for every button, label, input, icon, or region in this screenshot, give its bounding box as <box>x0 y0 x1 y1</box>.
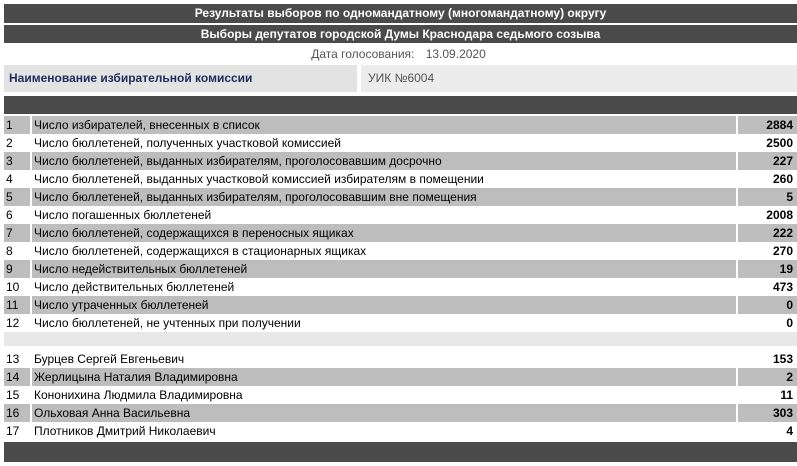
row-number: 7 <box>4 224 32 242</box>
table-row <box>4 404 797 422</box>
row-value: 222 <box>772 226 793 240</box>
voting-date-label: Дата голосования: <box>311 47 415 61</box>
row-name: Число бюллетеней, выданных избирателям, проголосовавшим вне помещения <box>32 188 738 206</box>
row-value: 227 <box>772 154 793 168</box>
row-name: Число утраченных бюллетеней <box>32 296 738 314</box>
row-number: 9 <box>4 260 32 278</box>
table-row <box>4 314 797 332</box>
row-name: Число погашенных бюллетеней <box>32 206 738 224</box>
row-number: 10 <box>4 278 32 296</box>
stats-table <box>4 116 797 332</box>
row-name: Число бюллетеней, не учтенных при получении <box>32 314 738 332</box>
row-number: 16 <box>4 404 32 422</box>
row-name: Жерлицына Наталия Владимировна <box>32 368 738 386</box>
row-value: 11 <box>780 388 793 402</box>
row-value: 2884 <box>766 118 793 132</box>
row-number: 2 <box>4 134 32 152</box>
row-name: Ольховая Анна Васильевна <box>32 404 738 422</box>
row-name: Число действительных бюллетеней <box>32 278 738 296</box>
row-value: 19 <box>779 262 793 276</box>
row-name: Число избирателей, внесенных в список <box>32 116 738 134</box>
row-value: 303 <box>772 406 793 420</box>
row-value: 260 <box>772 172 793 186</box>
table-section-spacer <box>4 332 797 346</box>
row-number: 17 <box>4 422 32 440</box>
table-row <box>4 296 797 314</box>
row-value: 0 <box>786 298 793 312</box>
row-number: 15 <box>4 386 32 404</box>
table-row <box>4 152 797 170</box>
row-value: 2 <box>786 370 793 384</box>
page-title: Результаты выборов по одномандатному (многомандатному) округу <box>4 4 797 23</box>
row-number: 8 <box>4 242 32 260</box>
row-number: 14 <box>4 368 32 386</box>
row-number: 13 <box>4 350 32 368</box>
row-name: Кононихина Людмила Владимировна <box>32 386 738 404</box>
row-value: 5 <box>786 190 793 204</box>
table-row <box>4 422 797 440</box>
voting-date-value: 13.09.2020 <box>425 47 486 61</box>
row-name: Число бюллетеней, полученных участковой комиссией <box>32 134 738 152</box>
commission-value: УИК №6004 <box>361 65 797 92</box>
table-row <box>4 350 797 368</box>
row-name: Число бюллетеней, выданных избирателям, проголосовавшим досрочно <box>32 152 738 170</box>
row-value: 0 <box>786 316 793 330</box>
row-name: Бурцев Сергей Евгеньевич <box>32 350 738 368</box>
row-number: 1 <box>4 116 32 134</box>
table-row <box>4 116 797 134</box>
row-number: 5 <box>4 188 32 206</box>
table-row <box>4 260 797 278</box>
table-row <box>4 242 797 260</box>
row-value: 2008 <box>766 208 793 222</box>
voting-date <box>0 44 797 64</box>
commission-label: Наименование избирательной комиссии <box>4 65 357 92</box>
row-number: 4 <box>4 170 32 188</box>
row-number: 12 <box>4 314 32 332</box>
row-name: Число недействительных бюллетеней <box>32 260 738 278</box>
row-value: 4 <box>786 424 793 438</box>
commission-row <box>4 65 797 92</box>
table-row <box>4 206 797 224</box>
row-number: 6 <box>4 206 32 224</box>
election-subtitle: Выборы депутатов городской Думы Краснодара седьмого созыва <box>4 25 797 43</box>
candidates-table <box>4 350 797 440</box>
row-name: Число бюллетеней, содержащихся в стационарных ящиках <box>32 242 738 260</box>
table-row <box>4 188 797 206</box>
row-value: 270 <box>772 244 793 258</box>
row-number: 3 <box>4 152 32 170</box>
table-row <box>4 170 797 188</box>
table-row <box>4 386 797 404</box>
table-footer-separator <box>4 442 797 462</box>
row-name: Число бюллетеней, содержащихся в переносных ящиках <box>32 224 738 242</box>
table-row <box>4 278 797 296</box>
row-name: Число бюллетеней, выданных участковой комиссией избирателям в помещении <box>32 170 738 188</box>
table-row <box>4 134 797 152</box>
row-value: 2500 <box>766 136 793 150</box>
table-header-separator <box>4 96 797 114</box>
row-value: 473 <box>772 280 793 294</box>
row-name: Плотников Дмитрий Николаевич <box>32 422 738 440</box>
table-row <box>4 368 797 386</box>
row-number: 11 <box>4 296 32 314</box>
row-value: 153 <box>772 352 793 366</box>
table-row <box>4 224 797 242</box>
